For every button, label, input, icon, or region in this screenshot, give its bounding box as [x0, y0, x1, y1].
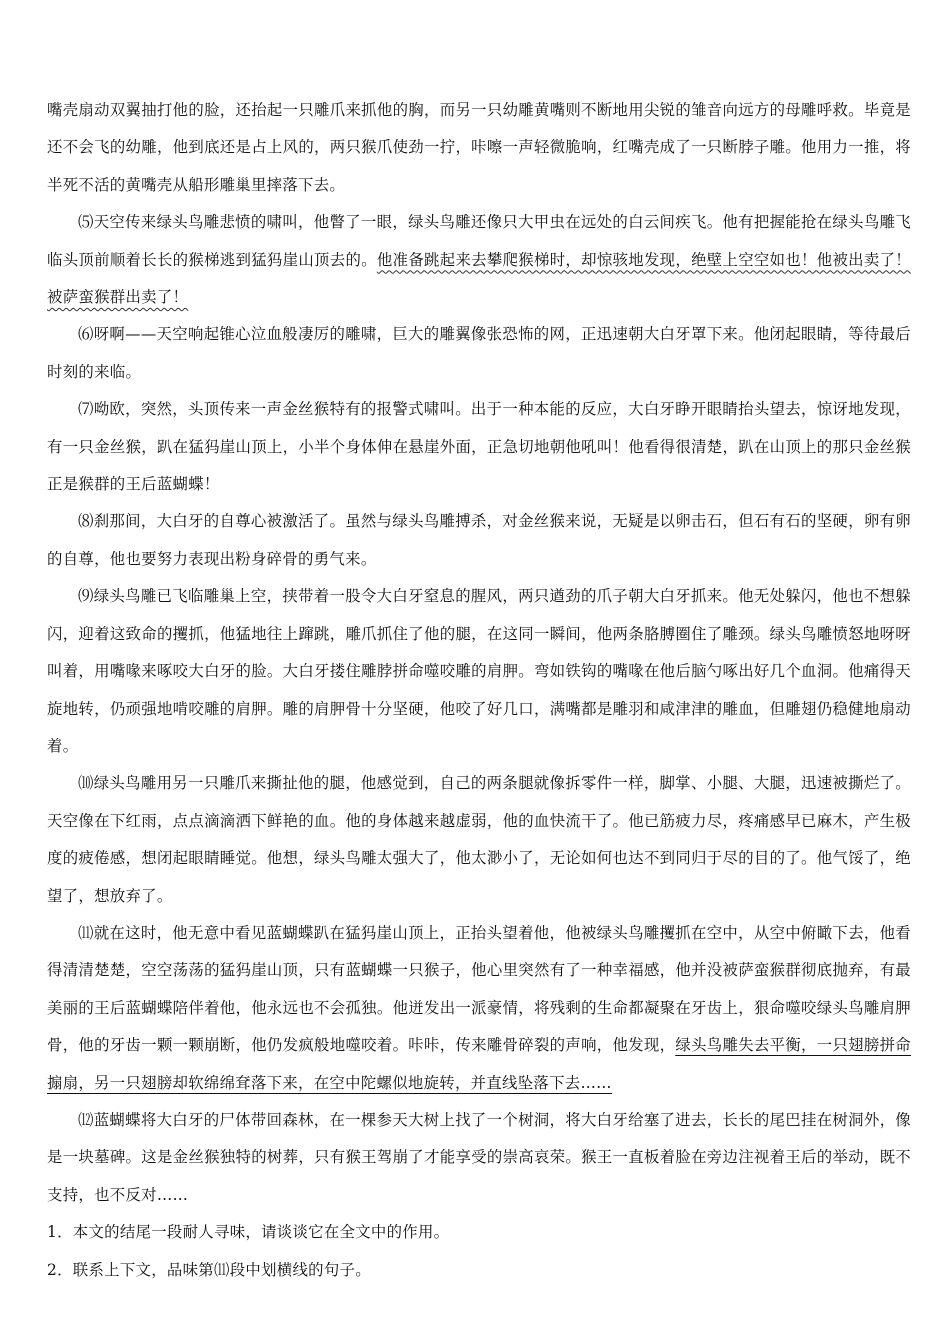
paragraph-7: ⑺呦欧，突然，头顶传来一声金丝猴特有的报警式啸叫。出于一种本能的反应，大白牙睁开眼睛抬头望去，惊讶地发现，有一只金丝猴，趴在猛犸崖山顶上，小半个身体伸在悬崖外面，正急切地朝他吼叫！他看得很清楚，趴在山顶上的那只金丝猴正是猴群的王后蓝蝴蝶！: [47, 400, 911, 494]
paragraph-8: ⑻刹那间，大白牙的自尊心被激活了。虽然与绿头鸟雕搏杀，对金丝猴来说，无疑是以卵击石，但石有石的坚硬，卵有卵的自尊，他也要努力表现出粉身碎骨的勇气来。: [47, 512, 911, 568]
paragraph-5: [47, 204, 911, 316]
paragraph-10: ⑽绿头鸟雕用另一只雕爪来撕扯他的腿，他感觉到，自己的两条腿就像拆零件一样，脚掌、小腿、大腿，迅速被撕烂了。天空像在下红雨，点点滴滴洒下鲜艳的血。他的身体越来越虚弱，他的血快流干了。他已筋疲力尽，疼痛感早已麻木，产生极度的疲倦感，想闭起眼睛睡觉。他想，绿头鸟雕太强大了，他太渺小了，无论如何也达不到同归于尽的目的了。他气馁了，绝望了，想放弃了。: [47, 774, 911, 905]
paragraph-11-text: ⑾就在这时，他无意中看见蓝蝴蝶趴在猛犸崖山顶上，正抬头望着他，他被绿头鸟雕攫抓在空中，从空中俯瞰下去，他看得清清楚楚，空空荡荡的猛犸崖山顶，只有蓝蝴蝶一只猴子，他心里突然有了一种幸福感，他并没被萨蛮猴群彻底抛弃，有最美丽的王后蓝蝴蝶陪伴着他，他永远也不会孤独。他迸发出一派豪情，将残剩的生命都凝聚在牙齿上，狠命噬咬绿头鸟雕肩胛骨，他的牙齿一颗一颗崩断，他仍发疯般地噬咬着。咔咔，传来雕骨碎裂的声响，他发现，: [47, 923, 911, 1055]
paragraph-9: ⑼绿头鸟雕已飞临雕巢上空，挟带着一股令大白牙窒息的腥风，两只遒劲的爪子朝大白牙抓来。他无处躲闪，他也不想躲闪，迎着这致命的攫抓，他猛地往上蹿跳，雕爪抓住了他的腿，在这同一瞬间，他两条胳膊圈住了雕颈。绿头鸟雕愤怒地呀呀叫着，用嘴喙来啄咬大白牙的脸。大白牙搂住雕脖拼命噬咬雕的肩胛。弯如铁钩的嘴喙在他后脑勺啄出好几个血洞。他痛得天旋地转，仍顽强地啃咬雕的肩胛。雕的肩胛骨十分坚硬，他咬了好几口，满嘴都是雕羽和咸津津的雕血，但雕翅仍稳健地扇动着。: [47, 587, 911, 755]
paragraph-5-text: ⑸天空传来绿头鸟雕悲愤的啸叫，他瞥了一眼，绿头鸟雕还像只大甲虫在远处的白云间疾飞。他有把握能抢在绿头鸟雕飞临头顶前顺着长长的猴梯逃到猛犸崖山顶去的。: [47, 213, 911, 269]
underlined-sentence: 绿头鸟雕失去平衡，一只翅膀拼命搧扇，另一只翅膀却软绵绵耷落下来，在空中陀螺似地旋转，并直线坠落下去……: [47, 1036, 911, 1092]
question-2: 2．联系上下文，品味第⑾段中划横线的句子。: [47, 1260, 371, 1279]
paragraph-12: ⑿蓝蝴蝶将大白牙的尸体带回森林，在一棵参天大树上找了一个树洞，将大白牙给塞了进去，长长的尾巴挂在树洞外，像是一块墓碑。这是金丝猴独特的树葬，只有猴王驾崩了才能享受的崇高哀荣。猴王一直板着脸在旁边注视着王后的举动，既不支持，也不反对……: [47, 1110, 911, 1204]
paragraph-continued: 嘴壳扇动双翼抽打他的脸，还抬起一只雕爪来抓他的胸，而另一只幼雕黄嘴则不断地用尖锐的雏音向远方的母雕呼救。毕竟是还不会飞的幼雕，他到底还是占上风的，两只猴爪使劲一拧，咔嚓一声轻微脆响，红嘴壳成了一只断脖子雕。他用力一推，将半死不活的黄嘴壳从船形雕巢里摔落下去。: [47, 101, 911, 194]
question-1: 1．本文的结尾一段耐人寻味，请谈谈它在全文中的作用。: [47, 1223, 450, 1242]
document-page: [47, 92, 911, 1289]
paragraph-11: [47, 915, 911, 1102]
paragraph-6: ⑹呀啊——天空响起锥心泣血般凄厉的雕啸，巨大的雕翼像张恐怖的网，正迅速朝大白牙罩下来。他闭起眼睛，等待最后时刻的来临。: [47, 325, 911, 381]
wavy-underlined-sentence: 他准备跳起来去攀爬猴梯时，却惊骇地发现，绝壁上空空如也！他被出卖了！被萨蛮猴群出卖了！: [47, 250, 911, 307]
